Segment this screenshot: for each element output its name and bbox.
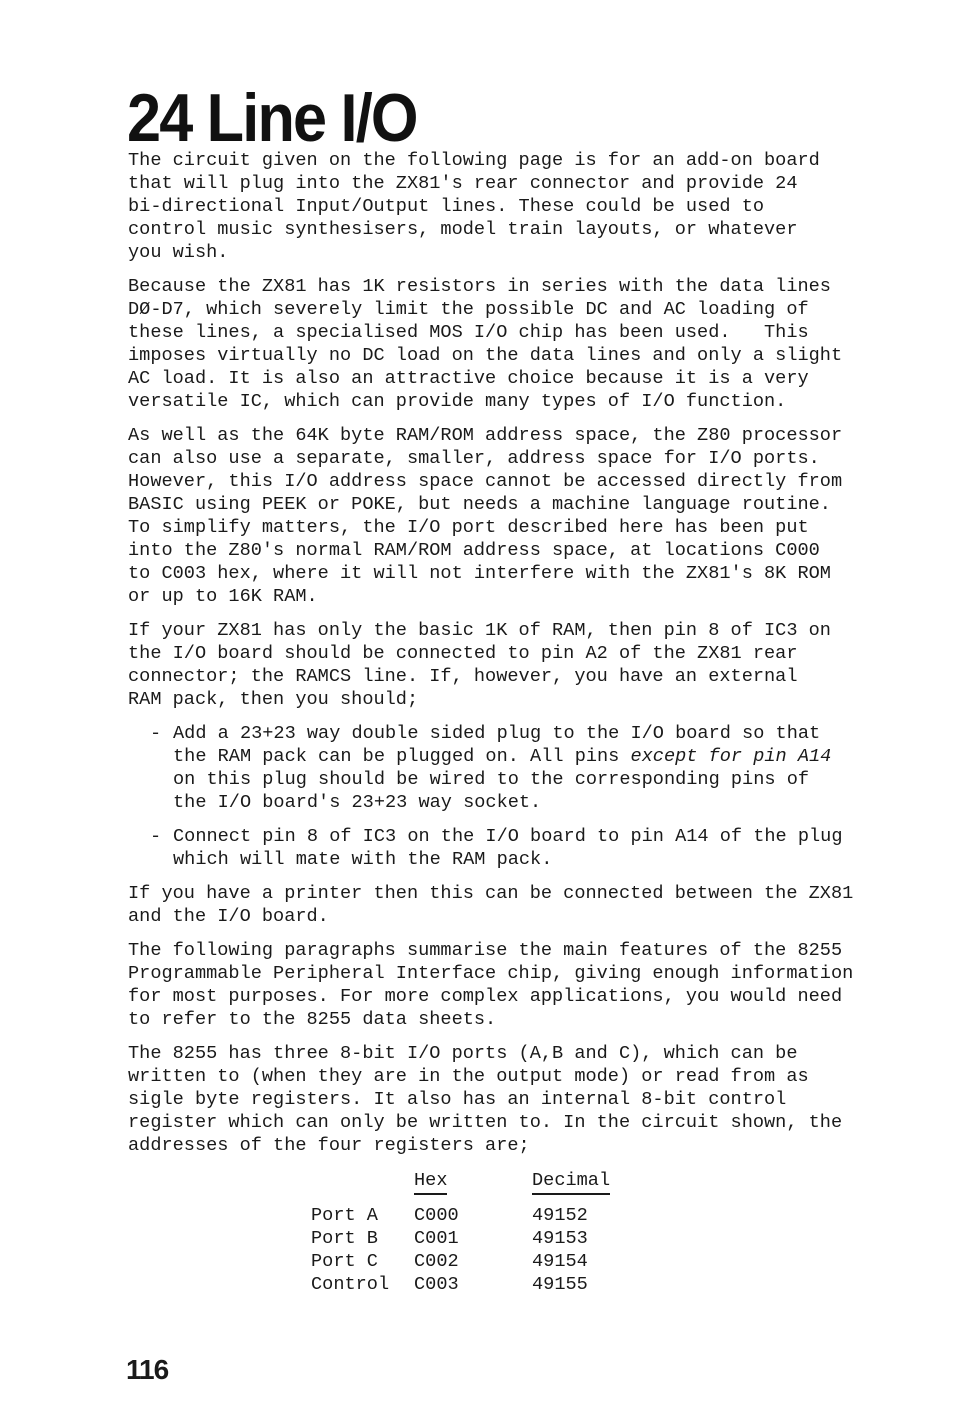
table-header-name — [311, 1169, 414, 1204]
paragraph-printer: If you have a printer then this can be connected between the ZX81 and the I/O board. — [128, 883, 854, 927]
paragraph-resistors: Because the ZX81 has 1K resistors in series with the data lines DØ-D7, which severely limit the possible DC and AC loading of these lines, a specialised MOS I/O chip has been used. This imposes virtually no DC load on the data lines and only a slight AC load. It is also an attractive choice because it is a very versatile IC, which can provide many types of I/O function. — [128, 276, 843, 412]
paragraph-address-space: As well as the 64K byte RAM/ROM address space, the Z80 processor can also use a separate, smaller, address space for I/O ports. However, this I/O address space cannot be accessed directly from BASIC using PEEK or POKE, but needs a machine language routine. To simplify matters, the I/O port described here has been put into the Z80's normal RAM/ROM address space, at locations C000 to C003 hex, where it will not interfere with the ZX81's 8K ROM or up to 16K RAM. — [128, 425, 843, 607]
bullet-text-part: on this plug should be wired to the corresponding pins of the I/O board's 23+23 way socket. — [173, 769, 810, 813]
list-item — [128, 825, 908, 871]
paragraph-8255-summary: The following paragraphs summarise the main features of the 8255 Programmable Peripheral Interface chip, giving enough information for most purposes. For more complex applications, you would need to refer to the 8255 data sheets. — [128, 940, 854, 1030]
header-hex-label: Hex — [414, 1169, 447, 1195]
body-text — [128, 149, 908, 1296]
table-row — [311, 1273, 622, 1296]
register-name: Port A — [311, 1205, 378, 1226]
list-item — [128, 722, 908, 814]
register-name: Port C — [311, 1251, 378, 1272]
bullet-text-connect: Connect pin 8 of IC3 on the I/O board to pin A14 of the plug which will mate with the RAM pack. — [173, 826, 843, 870]
chapter-title: 24 Line I/O — [127, 80, 417, 156]
table-header-row — [311, 1169, 622, 1204]
header-decimal-label: Decimal — [532, 1169, 610, 1195]
register-hex: C001 — [414, 1228, 459, 1249]
bullet-dash: - — [150, 723, 162, 744]
bullet-emphasis: except for pin A14 — [630, 746, 832, 767]
register-decimal: 49152 — [532, 1205, 588, 1226]
paragraph-ram-config: If your ZX81 has only the basic 1K of RAM, then pin 8 of IC3 on the I/O board should be connected to pin A2 of the ZX81 rear connector; the RAMCS line. If, however, you have an external RAM pack, then you should; — [128, 620, 831, 710]
table-row — [311, 1227, 622, 1250]
paragraph-intro: The circuit given on the following page is for an add-on board that will plug into the ZX81's rear connector and provide 24 bi-directional Input/Output lines. These could be used to control music synthesisers, model train layouts, or whatever you wish. — [128, 150, 820, 263]
page-number: 116 — [126, 1354, 169, 1385]
register-decimal: 49154 — [532, 1251, 588, 1272]
bullet-dash: - — [150, 826, 162, 847]
table-header-hex — [414, 1169, 532, 1204]
register-hex: C002 — [414, 1251, 459, 1272]
bullet-text-plug — [173, 722, 831, 814]
register-name: Control — [311, 1274, 390, 1295]
table-row — [311, 1204, 622, 1227]
register-hex: C003 — [414, 1274, 459, 1295]
register-name: Port B — [311, 1228, 378, 1249]
register-address-table — [311, 1169, 622, 1296]
register-decimal: 49155 — [532, 1274, 588, 1295]
register-hex: C000 — [414, 1205, 459, 1226]
table-row — [311, 1250, 622, 1273]
paragraph-8255-ports: The 8255 has three 8-bit I/O ports (A,B and C), which can be written to (when they are in the output mode) or read from as sigle byte registers. It also has an internal 8-bit control register which can only be written to. In the circuit shown, the addresses of the four registers are; — [128, 1043, 843, 1156]
table-header-decimal — [532, 1169, 622, 1204]
bullet-text-part: Add a 23+23 way double sided plug to the I/O board so that the RAM pack can be plugged on. All pins — [173, 723, 821, 767]
register-decimal: 49153 — [532, 1228, 588, 1249]
instruction-list — [128, 722, 908, 871]
